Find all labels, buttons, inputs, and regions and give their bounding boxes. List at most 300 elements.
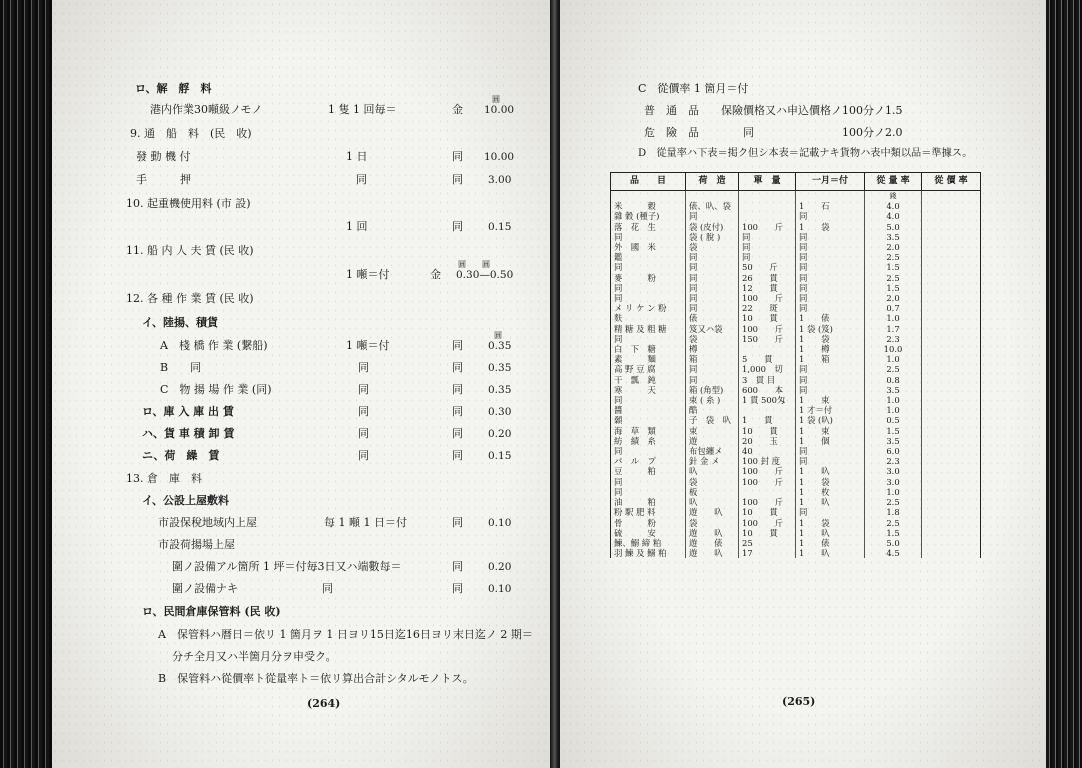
cell-quantity: 10 貫 [739, 528, 796, 538]
table-row [611, 385, 981, 395]
cell-quantity-rate: 2.5 [865, 497, 922, 507]
cell-packing: 箱 (角型) [686, 385, 739, 395]
cell-per-month: 同 [796, 446, 865, 456]
cell-item: 寒 天 [611, 385, 686, 395]
cell-quantity-rate: 3.5 [865, 385, 922, 395]
header-quantity-rate: 從 量 率 [865, 173, 922, 191]
section-heading: 11. 船 内 人 夫 賃 (民 收) [126, 244, 254, 257]
cell-per-month: 1 袋 [796, 222, 865, 232]
cell-quantity-rate: 1.5 [865, 426, 922, 436]
cell-packing: 笈又ハ袋 [686, 324, 739, 334]
cell-quantity: 22 斑 [739, 303, 796, 313]
cell-packing: 袋 [686, 518, 739, 528]
cell-packing: 同 [686, 262, 739, 272]
table-row [611, 405, 981, 415]
cell-item: 豆 粕 [611, 466, 686, 476]
cell-quantity-rate: 1.5 [865, 262, 922, 272]
cell-per-month: 1 石 [796, 201, 865, 211]
table-row [611, 466, 981, 476]
item-value: 0.20 [488, 561, 512, 573]
cell-quantity-rate: 1.0 [865, 487, 922, 497]
cell-packing: 子 袋 叺 [686, 415, 739, 425]
cell-value-rate [922, 477, 981, 487]
cell-quantity: 600 本 [739, 385, 796, 395]
cell-packing: 遊 俵 [686, 538, 739, 548]
cell-value-rate [922, 426, 981, 436]
cell-per-month: 同 [796, 364, 865, 374]
item-unit: 同 [452, 427, 463, 440]
cell-value-rate [922, 518, 981, 528]
table-row [611, 364, 981, 374]
cell-per-month: 1 袋 (笈) [796, 324, 865, 334]
item-value: 0.35 [488, 384, 512, 396]
cell-item: 高 野 豆 腐 [611, 364, 686, 374]
cell-item: 同 [611, 487, 686, 497]
cell-item: 鑑 [611, 252, 686, 262]
cell-value-rate [922, 252, 981, 262]
cell-quantity: 3 貫 目 [739, 375, 796, 385]
cell-item: 同 [611, 334, 686, 344]
item-label: 發 動 機 付 [136, 150, 191, 163]
table-row [611, 395, 981, 405]
cell-quantity: 1 貫 500匁 [739, 395, 796, 405]
item-value: 0.15 [488, 450, 512, 462]
paragraph-line: B 保管料ハ從價率ト從量率ト＝依リ算出合計シタルモノトス。 [158, 672, 474, 685]
cell-packing: 遊 叺 [686, 528, 739, 538]
cell-item: 素 麵 [611, 354, 686, 364]
item-value: 0.20 [488, 428, 512, 440]
item-unit: 同 [452, 516, 463, 529]
cell-packing: 樽 [686, 344, 739, 354]
cell-per-month: 同 [796, 375, 865, 385]
cell-quantity: 50 斤 [739, 262, 796, 272]
cell-per-month: 1 才＝付 [796, 405, 865, 415]
cell-quantity: 同 [739, 232, 796, 242]
cell-item: メ リ ケ ン 粉 [611, 303, 686, 313]
cell-value-rate [922, 415, 981, 425]
table-row [611, 477, 981, 487]
cell-per-month: 1 個 [796, 436, 865, 446]
cell-value-rate [922, 313, 981, 323]
paragraph-line: 分チ全月又ハ半箇月分ヲ申受ク。 [172, 650, 337, 663]
intro-line: D 從量率ハ下表＝掲ク但シ本表＝記載ナキ貨物ハ表中類以品＝準據ス。 [638, 148, 973, 159]
cell-value-rate [922, 364, 981, 374]
cell-value-rate [922, 293, 981, 303]
cell-per-month: 1 箱 [796, 354, 865, 364]
table-row [611, 507, 981, 517]
paragraph-line: A 保管料ハ暦日＝依リ 1 箇月ヲ 1 日ヨリ15日迄16日ヨリ末日迄ノ 2 期＝ [158, 628, 533, 641]
cell-quantity: 10 貫 [739, 313, 796, 323]
cell-item: 外 國 米 [611, 242, 686, 252]
cell-quantity [739, 211, 796, 221]
table-row [611, 324, 981, 334]
cell-item: パ ル プ [611, 456, 686, 466]
cell-quantity-rate: 0.7 [865, 303, 922, 313]
cell-per-month: 同 [796, 273, 865, 283]
section-heading: 12. 各 種 作 業 賃 (民 收) [126, 292, 254, 305]
item-condition: 同 [358, 383, 369, 396]
header-per-month: 一月＝付 [796, 173, 865, 191]
item-unit: 金 [430, 268, 441, 281]
item-label: B 同 [160, 361, 202, 374]
cell-quantity-rate: 4.0 [865, 211, 922, 221]
item-label: 市設保稅地域内上屋 [158, 516, 257, 529]
cell-quantity: 40 [739, 446, 796, 456]
cell-quantity-rate: 2.3 [865, 334, 922, 344]
cell-quantity: 100 斤 [739, 497, 796, 507]
cell-item: 麥 粉 [611, 273, 686, 283]
cell-item: 麩 [611, 313, 686, 323]
cell-value-rate [922, 487, 981, 497]
table-row [611, 201, 981, 211]
cell-item: 骨 粉 [611, 518, 686, 528]
cell-per-month: 1 俵 [796, 313, 865, 323]
intro-line: C 從價率 1 箇月＝付 [638, 82, 749, 95]
cell-item: 同 [611, 232, 686, 242]
section-heading: 9. 通 船 料 (民 收) [130, 127, 252, 140]
cell-value-rate [922, 283, 981, 293]
item-value: 0.30 [488, 406, 512, 418]
currency-mark: 圓 [492, 95, 500, 104]
cell-item: 鰊、鰯 締 粕 [611, 538, 686, 548]
rate-table [610, 172, 981, 558]
cell-quantity: 25 [739, 538, 796, 548]
table-row [611, 528, 981, 538]
cell-quantity: 100 斤 [739, 324, 796, 334]
cell-quantity-rate: 10.0 [865, 344, 922, 354]
cell-packing: 俵 [686, 313, 739, 323]
item-unit: 同 [452, 361, 463, 374]
cell-per-month: 同 [796, 303, 865, 313]
cell-quantity-rate: 3.0 [865, 477, 922, 487]
table-row [611, 273, 981, 283]
cell-quantity: 12 貫 [739, 283, 796, 293]
cell-quantity-rate: 2.0 [865, 242, 922, 252]
cell-value-rate [922, 232, 981, 242]
cell-value-rate [922, 446, 981, 456]
cell-packing: 袋 [686, 334, 739, 344]
left-page [52, 0, 552, 768]
cell-quantity: 1,000 切 [739, 364, 796, 374]
cell-quantity: 150 斤 [739, 334, 796, 344]
cell-per-month: 1 叺 [796, 528, 865, 538]
table-row [611, 211, 981, 221]
cell-item: 米 穀 [611, 201, 686, 211]
cell-quantity: 17 [739, 548, 796, 558]
cell-packing: 布包纏メ [686, 446, 739, 456]
cell-item: 落 花 生 [611, 222, 686, 232]
cell-item: 醬 [611, 405, 686, 415]
cell-quantity: 100 斤 [739, 518, 796, 528]
table-row [611, 303, 981, 313]
item-unit: 同 [452, 150, 463, 163]
table-row [611, 456, 981, 466]
table-row [611, 415, 981, 425]
cell-value-rate [922, 538, 981, 548]
table-row [611, 375, 981, 385]
cell-quantity-rate: 2.5 [865, 518, 922, 528]
item-unit: 同 [452, 173, 463, 186]
right-page [560, 0, 1046, 768]
table-row [611, 354, 981, 364]
table-row [611, 222, 981, 232]
item-condition: 1 回 [346, 220, 368, 233]
item-label: A 棧 橋 作 業 (繋船) [160, 339, 268, 352]
table-header-row [611, 173, 981, 191]
cell-item: 硫 安 [611, 528, 686, 538]
cell-quantity [739, 487, 796, 497]
cell-item: 精 糖 及 粗 糖 [611, 324, 686, 334]
table-row [611, 548, 981, 558]
cell-per-month: 1 束 [796, 426, 865, 436]
cell-packing: 同 [686, 252, 739, 262]
cell-value-rate [922, 354, 981, 364]
cell-quantity-rate: 0.5 [865, 415, 922, 425]
cell-packing: 叺 [686, 466, 739, 476]
cell-quantity-rate: 2.5 [865, 252, 922, 262]
item-condition: 1 噸＝付 [346, 268, 390, 281]
cell-item: 同 [611, 293, 686, 303]
item-value: 10.00 [484, 151, 515, 163]
table-row [611, 242, 981, 252]
item-value: 10.00 [484, 104, 515, 116]
item-value: 0.10 [488, 517, 512, 529]
cell-quantity-rate: 1.0 [865, 313, 922, 323]
cell-per-month: 同 [796, 456, 865, 466]
cell-quantity-rate: 3.5 [865, 232, 922, 242]
cell-item: 白 下 糖 [611, 344, 686, 354]
cell-quantity-rate: 2.0 [865, 293, 922, 303]
cell-quantity-rate: 1.0 [865, 354, 922, 364]
cell-value-rate [922, 344, 981, 354]
page-number: (264) [307, 697, 341, 710]
cell-item: 羽 鰊 及 鰯 粕 [611, 548, 686, 558]
cell-value-rate [922, 548, 981, 558]
cell-value-rate [922, 466, 981, 476]
cell-quantity-rate: 3.0 [865, 466, 922, 476]
cell-packing: 箱 [686, 354, 739, 364]
table-row [611, 344, 981, 354]
cell-per-month: 同 [796, 385, 865, 395]
unit-row [611, 191, 981, 202]
cell-packing: 袋 (皮付) [686, 222, 739, 232]
intro-line: 危 險 品 同 100分ノ2.0 [644, 126, 903, 139]
subsection-heading: イ、陸揚、積貨 [142, 316, 219, 329]
cell-packing: 板 [686, 487, 739, 497]
cell-per-month: 1 叺 [796, 497, 865, 507]
item-condition: 同 [322, 582, 333, 595]
item-condition: 同 [356, 173, 367, 186]
cell-quantity [739, 344, 796, 354]
cell-quantity: 100 斤 [739, 477, 796, 487]
cell-per-month: 1 樽 [796, 344, 865, 354]
item-condition: 1 日 [346, 150, 368, 163]
header-item: 品 目 [611, 173, 686, 191]
cell-value-rate [922, 262, 981, 272]
cell-per-month: 同 [796, 252, 865, 262]
subsection-heading: ニ、荷 繰 賃 [142, 449, 220, 462]
currency-mark: 圓 圓 [458, 260, 490, 269]
table-row [611, 436, 981, 446]
subsection-heading: イ、公設上屋敷料 [142, 494, 230, 507]
cell-value-rate [922, 222, 981, 232]
section-heading: 10. 起重機使用料 (市 設) [126, 197, 251, 210]
cell-per-month: 1 俵 [796, 538, 865, 548]
cell-packing: 袋 ( 脫 ) [686, 232, 739, 242]
cell-packing: 酷 [686, 405, 739, 415]
header-packing: 荷 造 [686, 173, 739, 191]
cell-packing: 同 [686, 293, 739, 303]
cell-item: 油 粕 [611, 497, 686, 507]
item-unit: 同 [452, 449, 463, 462]
cell-packing: 同 [686, 364, 739, 374]
cell-value-rate [922, 507, 981, 517]
table-row [611, 497, 981, 507]
table-row [611, 446, 981, 456]
cell-packing: 俵、叺、袋 [686, 201, 739, 211]
table-row [611, 293, 981, 303]
cell-packing: 袋 [686, 242, 739, 252]
item-unit: 同 [452, 383, 463, 396]
currency-mark: 圓 [494, 331, 502, 340]
cell-packing: 同 [686, 375, 739, 385]
cell-value-rate [922, 456, 981, 466]
cell-packing: 針 金 メ [686, 456, 739, 466]
cell-quantity-rate: 2.5 [865, 364, 922, 374]
cell-quantity: 20 玉 [739, 436, 796, 446]
cell-packing: 同 [686, 303, 739, 313]
item-value: 0.15 [488, 221, 512, 233]
cell-quantity-rate: 5.0 [865, 222, 922, 232]
item-condition: 1 隻 1 回毎＝ [328, 103, 397, 116]
cell-packing: 束 [686, 426, 739, 436]
cell-quantity-rate: 1.7 [865, 324, 922, 334]
cell-per-month: 1 枚 [796, 487, 865, 497]
subsection-heading: ハ、貨 車 積 卸 賃 [142, 427, 235, 440]
table-row [611, 232, 981, 242]
cell-per-month: 1 袋 (叺) [796, 415, 865, 425]
cell-packing: 同 [686, 273, 739, 283]
table-row [611, 283, 981, 293]
header-quantity: 單 量 [739, 173, 796, 191]
table-row [611, 313, 981, 323]
table-row [611, 538, 981, 548]
item-condition: 同 [358, 427, 369, 440]
item-label: 市設荷揚場上屋 [158, 538, 235, 551]
book-edge-left [0, 0, 52, 768]
table-row [611, 252, 981, 262]
subsection-heading: ロ、民間倉庫保管料 (民 收) [142, 605, 281, 618]
cell-item: 海 草 類 [611, 426, 686, 436]
cell-packing: 袋 [686, 477, 739, 487]
cell-per-month: 1 叺 [796, 548, 865, 558]
cell-quantity: 5 貫 [739, 354, 796, 364]
cell-quantity-rate: 3.5 [865, 436, 922, 446]
cell-quantity-rate: 1.5 [865, 528, 922, 538]
table-row [611, 487, 981, 497]
cell-per-month: 1 束 [796, 395, 865, 405]
cell-per-month: 同 [796, 232, 865, 242]
table-row [611, 334, 981, 344]
cell-item: 同 [611, 395, 686, 405]
cell-per-month: 1 袋 [796, 477, 865, 487]
cell-per-month: 同 [796, 211, 865, 221]
table-row [611, 426, 981, 436]
item-value: 3.00 [488, 174, 512, 186]
cell-item: 同 [611, 262, 686, 272]
cell-quantity: 10 貫 [739, 507, 796, 517]
cell-item: 粉 駅 肥 料 [611, 507, 686, 517]
cell-quantity-rate: 4.0 [865, 201, 922, 211]
cell-value-rate [922, 497, 981, 507]
cell-value-rate [922, 273, 981, 283]
cell-item: 同 [611, 446, 686, 456]
cell-value-rate [922, 436, 981, 446]
cell-per-month: 同 [796, 242, 865, 252]
cell-value-rate [922, 385, 981, 395]
cell-quantity-rate: 1.5 [865, 283, 922, 293]
cell-per-month: 同 [796, 262, 865, 272]
table-row [611, 518, 981, 528]
cell-packing: 遊 叺 [686, 507, 739, 517]
cell-per-month: 1 袋 [796, 518, 865, 528]
cell-item: 雜 穀 (種子) [611, 211, 686, 221]
cell-quantity: 100 封 度 [739, 456, 796, 466]
cell-quantity-rate: 1.8 [865, 507, 922, 517]
cell-item: 顙 [611, 415, 686, 425]
item-unit: 同 [452, 405, 463, 418]
cell-packing: 同 [686, 211, 739, 221]
cell-quantity [739, 201, 796, 211]
cell-quantity-rate: 1.0 [865, 395, 922, 405]
item-label: 港内作業30噸級ノモノ [150, 103, 263, 116]
book-edge-right [1046, 0, 1082, 768]
cell-quantity: 26 貫 [739, 273, 796, 283]
cell-value-rate [922, 201, 981, 211]
cell-quantity: 100 斤 [739, 466, 796, 476]
item-condition: 同 [358, 449, 369, 462]
cell-per-month: 1 袋 [796, 334, 865, 344]
cell-value-rate [922, 303, 981, 313]
cell-value-rate [922, 405, 981, 415]
cell-item: 干 瓢 鈍 [611, 375, 686, 385]
cell-item: 紡 績 糸 [611, 436, 686, 446]
cell-quantity-rate: 2.5 [865, 273, 922, 283]
page-number: (265) [782, 695, 816, 708]
cell-item: 同 [611, 477, 686, 487]
cell-quantity: 1 貫 [739, 415, 796, 425]
cell-quantity [739, 405, 796, 415]
cell-quantity: 100 斤 [739, 222, 796, 232]
intro-line: 普 通 品 保險價格又ハ申込價格ノ100分ノ1.5 [644, 104, 903, 117]
cell-quantity-rate: 0.8 [865, 375, 922, 385]
item-unit: 同 [452, 560, 463, 573]
item-unit: 同 [452, 582, 463, 595]
section-heading: 13. 倉 庫 料 [126, 472, 202, 485]
cell-quantity-rate: 5.0 [865, 538, 922, 548]
item-label: 圍ノ設備ナキ [172, 582, 238, 595]
cell-per-month: 1 叺 [796, 466, 865, 476]
item-value: 0.10 [488, 583, 512, 595]
cell-item: 同 [611, 283, 686, 293]
cell-per-month: 同 [796, 507, 865, 517]
cell-value-rate [922, 324, 981, 334]
item-unit: 金 [452, 103, 463, 116]
item-unit: 同 [452, 220, 463, 233]
cell-value-rate [922, 211, 981, 221]
item-label: 圍ノ設備アル箇所 1 坪＝付毎3日又ハ端數每＝ [172, 560, 402, 573]
cell-packing: 同 [686, 283, 739, 293]
